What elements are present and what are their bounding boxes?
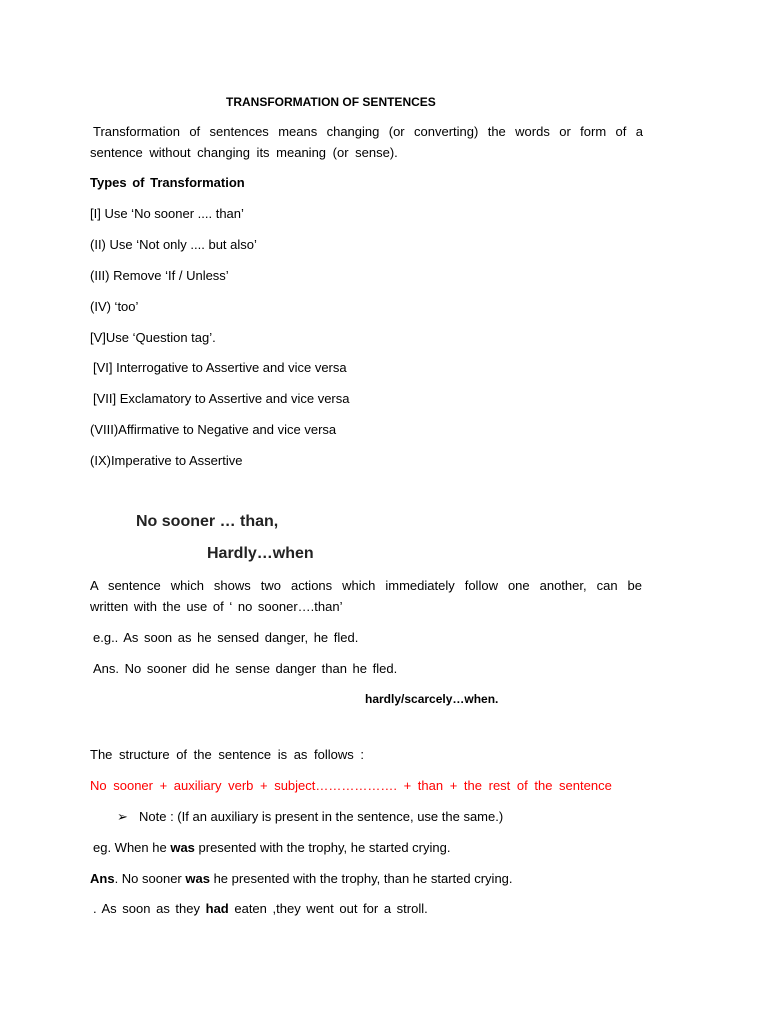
answer-2	[90, 870, 513, 888]
example-3-text: eaten ,they went out for a stroll.	[228, 901, 428, 916]
note-text: Note : (If an auxiliary is present in the sentence, use the same.)	[139, 809, 504, 824]
para-line-2: written with the use of ‘ no sooner….than’	[90, 599, 343, 614]
example-1: e.g.. As soon as he sensed danger, he fled.	[93, 630, 359, 645]
arrow-bullet-icon: ➢	[117, 809, 128, 824]
para-line-1: A sentence which shows two actions which immediately follow one another, can be	[90, 578, 642, 593]
note-line	[117, 808, 503, 826]
example-2-text: presented with the trophy, he started crying.	[194, 840, 451, 855]
example-3-text: . As soon as they	[93, 901, 206, 916]
type-item: (IX)Imperative to Assertive	[90, 453, 243, 468]
answer-2-text: . No sooner	[114, 871, 186, 886]
hardly-scarcely-label: hardly/scarcely…when.	[365, 692, 499, 706]
intro-line-2: sentence without changing its meaning (or sense).	[90, 145, 398, 160]
type-item: (IV) ‘too’	[90, 299, 139, 314]
example-2-text: eg. When he	[93, 840, 171, 855]
answer-2-label: Ans	[90, 871, 115, 886]
section-heading-no-sooner: No sooner … than,	[136, 513, 279, 530]
type-item: [V]Use ‘Question tag’.	[90, 330, 216, 345]
answer-1: Ans. No sooner did he sense danger than he fled.	[93, 661, 398, 676]
type-item: (II) Use ‘Not only .... but also’	[90, 237, 257, 252]
type-item: (VIII)Affirmative to Negative and vice versa	[90, 422, 337, 437]
structure-formula: No sooner + auxiliary verb + subject………………. + than + the rest of the sentence	[90, 778, 612, 793]
answer-2-text: he presented with the trophy, than he started crying.	[209, 871, 513, 886]
type-item: [I] Use ‘No sooner .... than’	[90, 206, 244, 221]
section-heading-hardly: Hardly…when	[207, 545, 314, 562]
type-item: (III) Remove ‘If / Unless’	[90, 268, 229, 283]
type-item: [VI] Interrogative to Assertive and vice versa	[93, 360, 347, 375]
example-2	[93, 839, 450, 857]
structure-intro: The structure of the sentence is as follows :	[90, 747, 365, 762]
type-item: [VII] Exclamatory to Assertive and vice versa	[93, 391, 350, 406]
types-heading: Types of Transformation	[90, 175, 245, 190]
example-3-bold: had	[205, 901, 229, 916]
answer-2-bold: was	[185, 871, 210, 886]
page-title: TRANSFORMATION OF SENTENCES	[226, 95, 436, 109]
intro-line-1: Transformation of sentences means changing (or converting) the words or form of a	[93, 124, 643, 139]
example-2-bold: was	[170, 840, 195, 855]
example-3	[93, 900, 428, 918]
